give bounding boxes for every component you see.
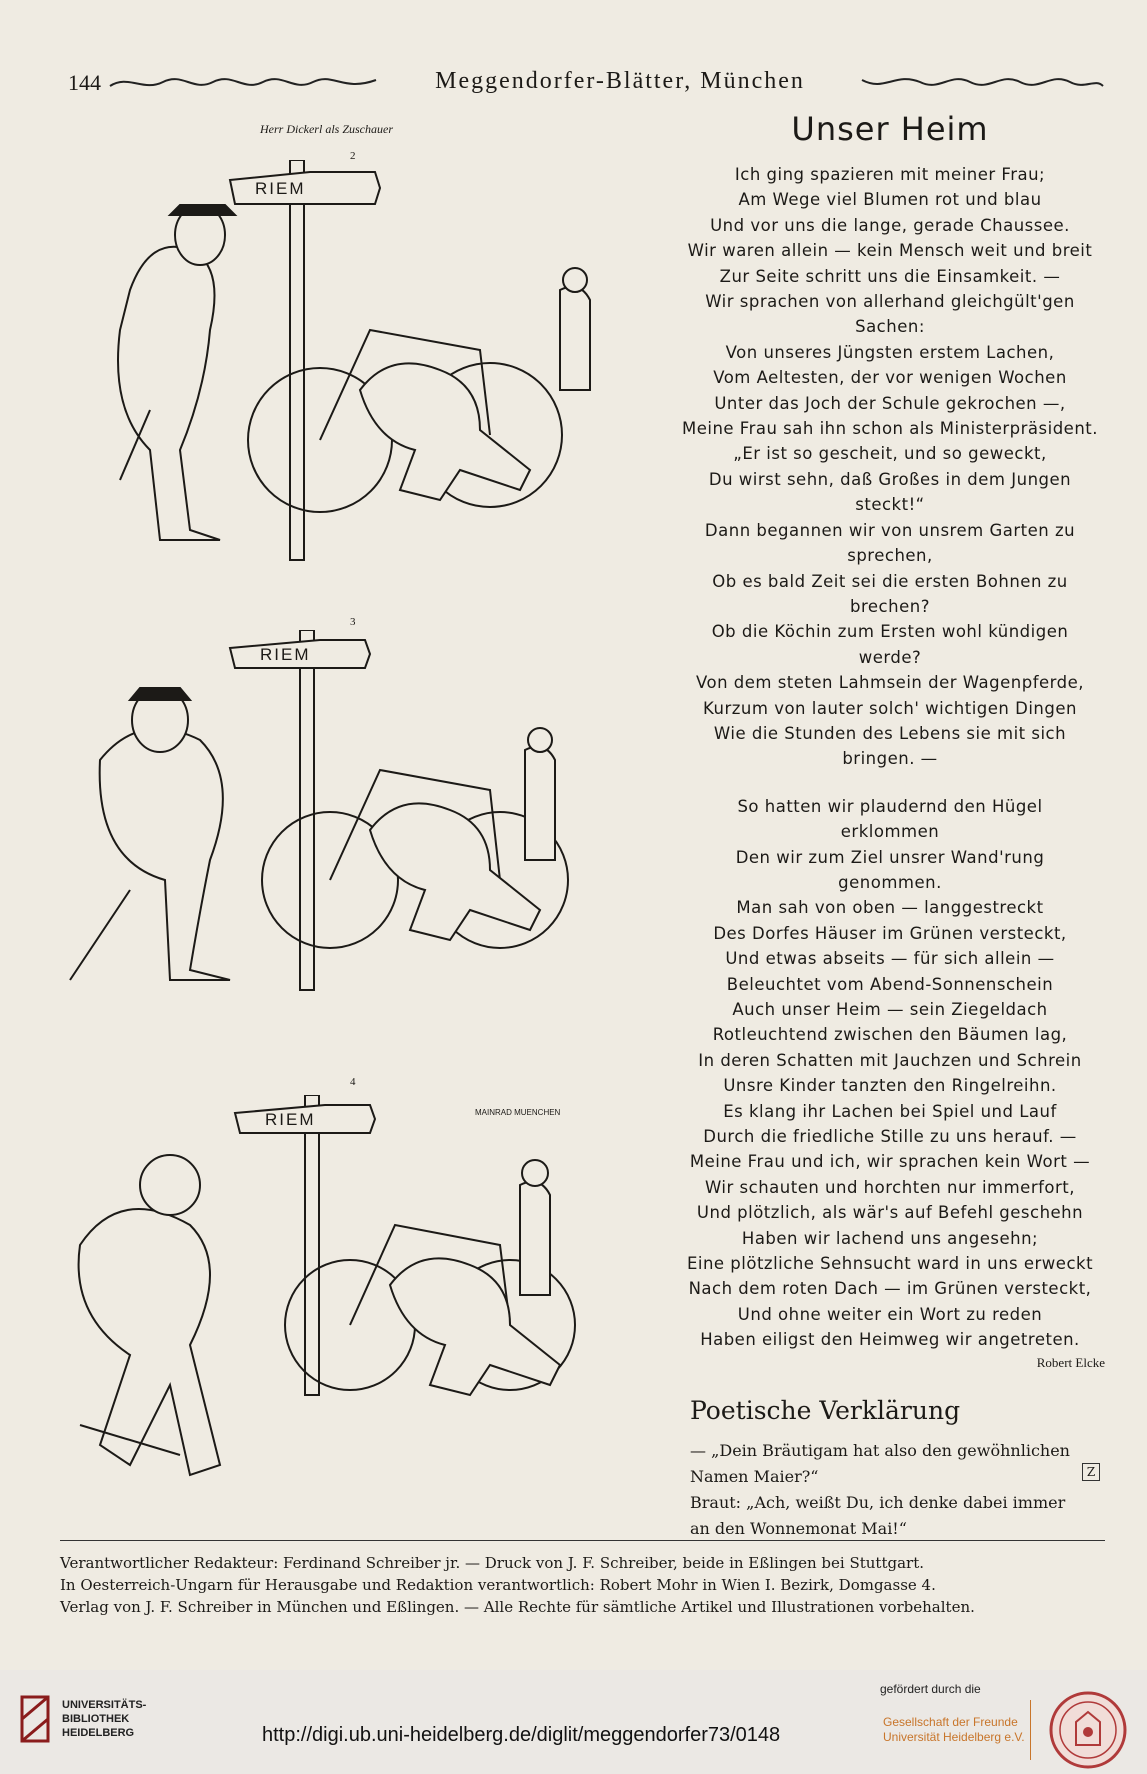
poem-line: sprechen, bbox=[847, 546, 933, 566]
poem-author: Robert Elcke bbox=[1036, 1354, 1105, 1370]
poem-line: Des Dorfes Häuser im Grünen versteckt, bbox=[713, 923, 1067, 943]
poem-line: In deren Schatten mit Jauchzen und Schrein bbox=[698, 1050, 1082, 1070]
poem-unser-heim bbox=[670, 110, 1110, 1371]
poem-line: genommen. bbox=[838, 872, 942, 892]
panel-number: 4 bbox=[350, 1076, 356, 1088]
poem-line: Ob die Köchin zum Ersten wohl kündigen bbox=[711, 622, 1069, 642]
poem-line: Von dem steten Lahmsein der Wagenpferde, bbox=[695, 673, 1085, 693]
poem-line: Meine Frau sah ihn schon als Ministerpräsident. bbox=[681, 419, 1099, 439]
section-end-mark: Z bbox=[1082, 1463, 1100, 1481]
panel-number: 3 bbox=[350, 616, 356, 628]
poem-line: Durch die friedliche Stille zu uns herauf. — bbox=[703, 1127, 1077, 1147]
poem-line: Und ohne weiter ein Wort zu reden bbox=[737, 1304, 1043, 1324]
cartoon-panel-4 bbox=[60, 1095, 660, 1545]
footer-divider bbox=[1030, 1700, 1031, 1760]
poem-line: Ich ging spazieren mit meiner Frau; bbox=[734, 165, 1046, 184]
poem-line: Rotleuchtend zwischen den Bäumen lag, bbox=[712, 1025, 1068, 1045]
poem-title: Unser Heim bbox=[791, 110, 989, 148]
poem-line: Und plötzlich, als wär's auf Befehl geschehn bbox=[696, 1203, 1084, 1223]
poem-line: Am Wege viel Blumen rot und blau bbox=[738, 190, 1042, 210]
page-header bbox=[60, 62, 1105, 102]
poem-line: Sachen: bbox=[855, 317, 925, 337]
masthead-title: Meggendorfer-Blätter, München bbox=[435, 68, 805, 94]
poem-line: Unsre Kinder tanzten den Ringelreihn. bbox=[723, 1076, 1057, 1096]
poem-stanza-1 bbox=[670, 162, 1110, 772]
cartoon-illustration bbox=[60, 110, 660, 1560]
left-ornament-icon bbox=[108, 74, 378, 92]
poem-line: Es klang ihr Lachen bei Spiel und Lauf bbox=[723, 1101, 1057, 1121]
poem-line: Haben eiligst den Heimweg wir angetreten. bbox=[700, 1330, 1080, 1350]
poem-line: Eine plötzliche Sehnsucht ward in uns erweckt bbox=[686, 1254, 1094, 1274]
poem-line: erklommen bbox=[840, 822, 940, 842]
sign-label: RIEM bbox=[260, 645, 311, 664]
digitization-footer bbox=[0, 1670, 1147, 1774]
poem-line: So hatten wir plaudernd den Hügel bbox=[737, 796, 1043, 816]
poem-line: Den wir zum Ziel unsrer Wand'rung bbox=[735, 847, 1045, 867]
digital-object-url[interactable]: http://digi.ub.uni-heidelberg.de/diglit/meggendorfer73/0148 bbox=[262, 1724, 781, 1746]
poem-line: Haben wir lachend uns angesehn; bbox=[741, 1228, 1039, 1248]
poem-line: Wie die Stunden des Lebens sie mit sich bbox=[713, 723, 1067, 743]
poem-line: steckt!“ bbox=[855, 495, 925, 515]
poem-line: Kurzum von lauter solch' wichtigen Dingen bbox=[703, 698, 1077, 718]
poem-line: Man sah von oben — langgestreckt bbox=[736, 898, 1044, 918]
poem-line: Wir sprachen von allerhand gleichgült'gen bbox=[705, 292, 1075, 312]
section-title: Poetische Verklärung bbox=[690, 1396, 961, 1425]
poem-line: Meine Frau und ich, wir sprachen kein Wort — bbox=[689, 1152, 1091, 1172]
joke-line: Namen Maier?“ bbox=[690, 1467, 819, 1486]
poem-line: Dann begannen wir von unsrem Garten zu bbox=[704, 520, 1076, 540]
cartoon-caption: Herr Dickerl als Zuschauer bbox=[260, 122, 393, 136]
poem-line: Beleuchtet vom Abend-Sonnenschein bbox=[726, 974, 1054, 994]
poem-line: werde? bbox=[858, 647, 922, 667]
joke-line: Braut: „Ach, weißt Du, ich denke dabei immer bbox=[690, 1493, 1066, 1512]
poem-line: Auch unser Heim — sein Ziegeldach bbox=[732, 1000, 1048, 1019]
poem-stanza-2 bbox=[670, 794, 1110, 1353]
poem-line: Und vor uns die lange, gerade Chaussee. bbox=[710, 215, 1070, 235]
poem-line: Von unseres Jüngsten erstem Lachen, bbox=[725, 342, 1055, 362]
sign-label: RIEM bbox=[255, 179, 306, 198]
imprint-line: Verlag von J. F. Schreiber in München und Eßlingen. — Alle Rechte für sämtliche Artikel und Illustrationen vorbehalten. bbox=[60, 1598, 975, 1616]
imprint-divider bbox=[60, 1540, 1105, 1541]
poem-line: Unter das Joch der Schule gekrochen —, bbox=[714, 393, 1066, 413]
poem-line: Wir schauten und horchten nur immerfort, bbox=[704, 1177, 1076, 1197]
imprint bbox=[60, 1552, 1105, 1618]
poem-line: bringen. — bbox=[842, 749, 938, 769]
panel-number: 2 bbox=[350, 150, 356, 162]
poem-line: Wir waren allein — kein Mensch weit und breit bbox=[687, 241, 1093, 261]
poem-line: Und etwas abseits — für sich allein — bbox=[725, 949, 1055, 969]
sign-label: RIEM bbox=[265, 1110, 316, 1129]
cartoon-panel-3 bbox=[60, 630, 660, 1060]
section-joke bbox=[690, 1438, 1100, 1542]
poem-line: Nach dem roten Dach — im Grünen versteckt, bbox=[688, 1279, 1092, 1299]
poem-line: Zur Seite schritt uns die Einsamkeit. — bbox=[719, 266, 1061, 286]
poem-line: Du wirst sehn, daß Großes in dem Jungen bbox=[708, 469, 1072, 489]
university-seal-icon bbox=[1048, 1690, 1128, 1770]
imprint-line: In Oesterreich-Ungarn für Herausgabe und Redaktion verantwortlich: Robert Mohr in Wien I. Bezirk, Domgasse 4. bbox=[60, 1576, 936, 1594]
cartoon-panel-2 bbox=[60, 160, 660, 620]
joke-line: — „Dein Bräutigam hat also den gewöhnlichen bbox=[690, 1441, 1070, 1460]
poem-line: brechen? bbox=[850, 596, 930, 616]
library-logo-icon bbox=[18, 1693, 52, 1745]
poem-line: Ob es bald Zeit sei die ersten Bohnen zu bbox=[712, 571, 1068, 591]
artist-signature: MAINRAD MUENCHEN bbox=[475, 1108, 561, 1117]
imprint-line: Verantwortlicher Redakteur: Ferdinand Schreiber jr. — Druck von J. F. Schreiber, beide in Eßlingen bei Stuttgart. bbox=[60, 1554, 925, 1572]
joke-line: an den Wonnemonat Mai!“ bbox=[690, 1519, 907, 1538]
society-name: Gesellschaft der Freunde Universität Heidelberg e.V. bbox=[883, 1715, 1025, 1744]
right-ornament-icon bbox=[860, 74, 1105, 92]
page-number: 144 bbox=[68, 70, 101, 95]
library-name: UNIVERSITÄTS- BIBLIOTHEK HEIDELBERG bbox=[62, 1699, 147, 1739]
funded-by-label: gefördert durch die bbox=[880, 1682, 981, 1696]
poem-line: „Er ist so gescheit, und so geweckt, bbox=[733, 444, 1047, 464]
poem-line: Vom Aeltesten, der vor wenigen Wochen bbox=[713, 368, 1067, 388]
